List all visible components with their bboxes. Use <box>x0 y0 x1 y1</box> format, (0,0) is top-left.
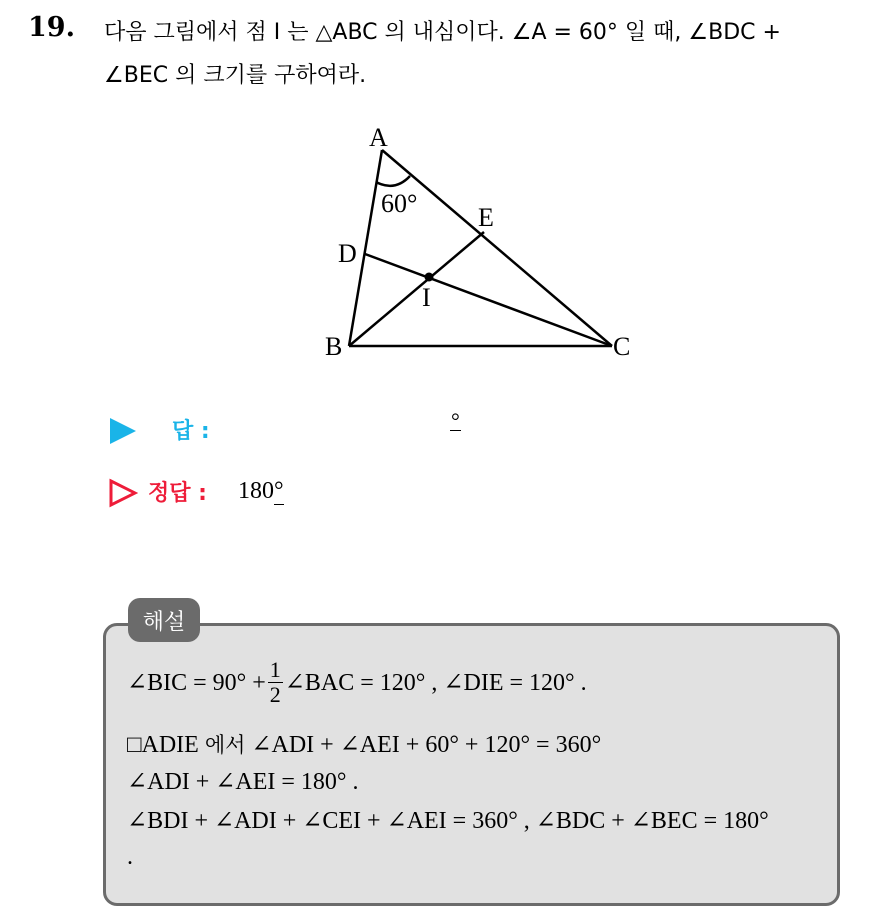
answer-label: 답 : <box>172 419 210 444</box>
question-text-line-1: 다음 그림에서 점 I 는 △ABC 의 내심이다. ∠A = 60° 일 때, ∠BDC + <box>104 20 781 45</box>
play-arrow-icon <box>108 416 138 446</box>
explanation-tab-label: 해설 <box>142 609 186 635</box>
question-number: 19. <box>28 12 75 43</box>
label-i: I <box>422 283 431 312</box>
triangle-figure <box>0 0 884 400</box>
segment-be <box>349 232 484 346</box>
angle-arc <box>376 176 410 186</box>
explanation-line-1 <box>127 657 587 709</box>
correct-label: 정답 : <box>148 481 207 506</box>
explanation-tab <box>128 598 200 642</box>
expl-line1-left: ∠BIC = 90° + <box>127 670 266 697</box>
question-text-line-2: ∠BEC 의 크기를 구하여라. <box>104 63 367 88</box>
label-d: D <box>338 239 357 268</box>
explanation-line-4: ∠BDI + ∠ADI + ∠CEI + ∠AEI = 360° , ∠BDC + ∠BEC = 180° <box>127 808 769 834</box>
incenter-point <box>425 273 434 282</box>
label-c: C <box>613 332 631 361</box>
label-b: B <box>325 332 343 361</box>
fraction-denominator: 2 <box>269 682 281 707</box>
expl-line1-right: ∠BAC = 120° , ∠DIE = 120° . <box>284 670 587 697</box>
explanation-line-3: ∠ADI + ∠AEI = 180° . <box>127 769 359 795</box>
correct-value: 180 <box>238 478 274 504</box>
expl-line2-korean: 에서 <box>204 733 246 757</box>
correct-unit: ° <box>274 478 284 504</box>
explanation-line-2 <box>127 729 601 759</box>
label-e: E <box>478 203 494 232</box>
explanation-line-5: . <box>127 844 133 870</box>
side-ac <box>382 150 612 346</box>
expl-line2-rest: ∠ADI + ∠AEI + 60° + 120° = 360° <box>251 732 602 758</box>
answer-input[interactable] <box>450 408 461 434</box>
fraction-one-half <box>268 658 283 707</box>
expl-line2-square: □ADIE <box>127 732 199 758</box>
answer-unit: ° <box>451 408 460 433</box>
label-angle: 60° <box>381 189 418 218</box>
fraction-numerator: 1 <box>269 657 281 682</box>
correct-value-wrap <box>238 478 284 505</box>
play-outline-icon <box>108 478 138 508</box>
label-a: A <box>369 123 388 152</box>
